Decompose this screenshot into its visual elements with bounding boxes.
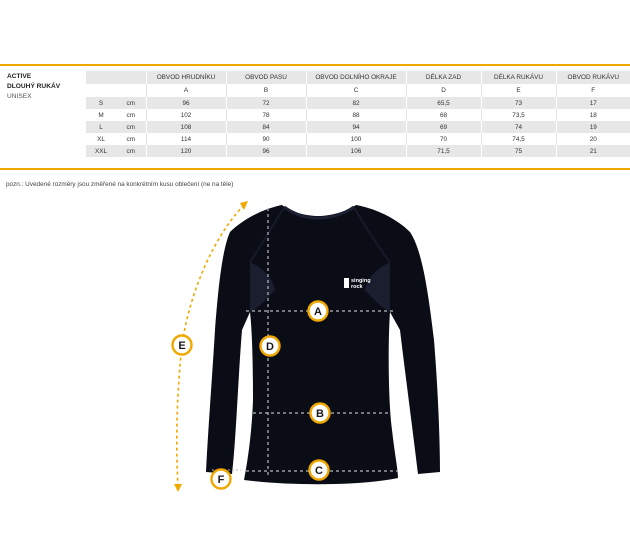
letter-e: E (481, 84, 556, 97)
shirt-silhouette (206, 205, 440, 484)
letter-f: F (556, 84, 630, 97)
measurement-badge-a (309, 302, 328, 321)
value-cell: 19 (556, 121, 630, 133)
value-cell: 70 (406, 133, 481, 145)
header-sleeve-length: DÉLKA RUKÁVU (481, 71, 556, 84)
value-cell: 21 (556, 145, 630, 157)
badge-f-label: F (217, 474, 225, 486)
value-cell: 71,5 (406, 145, 481, 157)
letter-b: B (226, 84, 306, 97)
value-cell: 102 (146, 109, 226, 121)
value-cell: 96 (226, 145, 306, 157)
value-cell: 90 (226, 133, 306, 145)
value-cell: 88 (306, 109, 406, 121)
value-cell: 120 (146, 145, 226, 157)
value-cell: 74,5 (481, 133, 556, 145)
value-cell: 65,5 (406, 97, 481, 109)
header-waist: OBVOD PASU (226, 71, 306, 84)
measurement-note: pozn.: Uvedené rozměry jsou změřené na konkrétním kusu oblečení (ne na těle) (6, 181, 234, 188)
value-cell: 68 (406, 109, 481, 121)
sleeve-arc-arrow-bottom (174, 484, 182, 492)
value-cell: 100 (306, 133, 406, 145)
value-cell: 106 (306, 145, 406, 157)
measurement-badge-f (212, 470, 231, 489)
badge-b-label: B (316, 408, 324, 420)
badge-d-label: D (266, 341, 274, 353)
value-cell: 73,5 (481, 109, 556, 121)
value-cell: 18 (556, 109, 630, 121)
value-cell: 72 (226, 97, 306, 109)
value-cell: 75 (481, 145, 556, 157)
unit-cell: cm (126, 111, 136, 119)
unit-cell: cm (116, 97, 146, 109)
product-name-line2: DLOUHÝ RUKÁV (7, 83, 61, 90)
brand-logo-line2: rock (351, 284, 363, 290)
size-cell: L (86, 121, 116, 133)
value-cell: 84 (226, 121, 306, 133)
header-chest: OBVOD HRUDNÍKU (146, 71, 226, 84)
value-cell: 82 (306, 97, 406, 109)
letter-a: A (146, 84, 226, 97)
value-cell: 96 (146, 97, 226, 109)
value-cell: 69 (406, 121, 481, 133)
unit-cell: cm (126, 135, 136, 143)
value-cell: 17 (556, 97, 630, 109)
value-cell: 73 (481, 97, 556, 109)
sleeve-arc-arrow-top (240, 201, 248, 210)
value-cell: 20 (556, 133, 630, 145)
product-gender: UNISEX (7, 93, 32, 100)
letter-c: C (306, 84, 406, 97)
header-hem: OBVOD DOLNÍHO OKRAJE (306, 71, 406, 84)
value-cell: 114 (146, 133, 226, 145)
badge-c-label: C (315, 465, 323, 477)
unit-cell: cm (116, 145, 146, 157)
header-sleeve-width: OBVOD RUKÁVU (556, 71, 630, 84)
measurement-badge-c (310, 461, 329, 480)
brand-logo-icon (344, 278, 349, 288)
value-cell: 74 (481, 121, 556, 133)
unit-cell: cm (116, 121, 146, 133)
brand-logo-line1: singing (351, 278, 371, 284)
size-cell: XXL (86, 145, 116, 157)
value-cell: 94 (306, 121, 406, 133)
badge-e-label: E (178, 340, 186, 352)
header-back-length: DÉLKA ZAD (406, 71, 481, 84)
size-cell: XL (97, 135, 105, 143)
badge-a-label: A (314, 306, 322, 318)
value-cell: 108 (146, 121, 226, 133)
value-cell: 78 (226, 109, 306, 121)
measurement-badge-d (261, 337, 280, 356)
measurement-badge-b (311, 404, 330, 423)
size-cell: M (98, 111, 104, 119)
letter-d: D (406, 84, 481, 97)
product-name-line1: ACTIVE (7, 73, 32, 80)
size-cell: S (86, 97, 116, 109)
measurement-badge-e (173, 336, 192, 355)
